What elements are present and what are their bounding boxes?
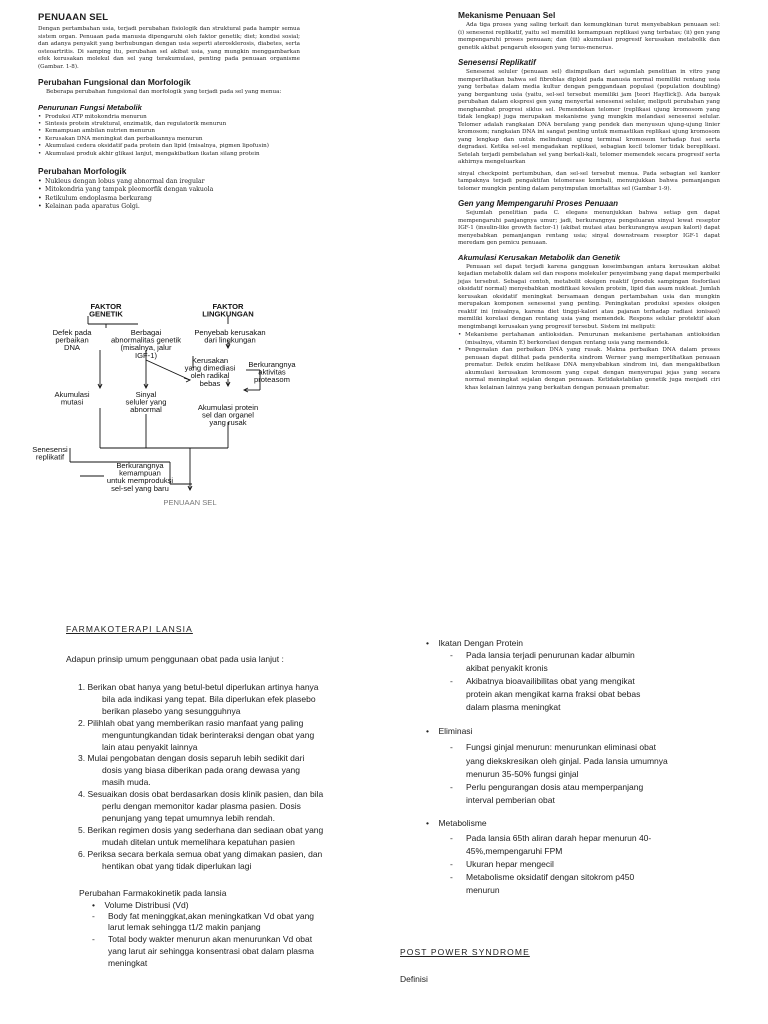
abnormalitas-genetik-label: Berbagai abnormalitas genetik (misalnya, jalur IGF-1) (110, 328, 182, 360)
list-item: • Nukleus dengan lobus yang abnormal dan iregular (38, 178, 300, 186)
mekanisme-text: Ada tiga proses yang saling terkait dan kemungkinan turut menyebabkan penuaan sel: (i) senesensi replikatif, yaitu sel memiliki kemampuan replikasi yang terbatas; (ii) gen yang mempengaruhi proses penuaan; dan (iii) akumulasi progresif kerusakan metabolik dan genetik akibat pengaruh eksogen yang terus-menerus. (458, 22, 720, 51)
book-page-left (38, 12, 300, 211)
list-item: • Akumulasi produk akhir glikasi lanjut, mengakibatkan ikatan silang protein (38, 151, 300, 158)
eliminasi-list (426, 741, 706, 806)
list-item: • Kelainan pada aparatus Golgi. (38, 203, 300, 211)
list-item: 6. Periksa secara berkala semua obat yang dimakan pasien, dan hentikan obat yang tidak diperlukan lagi (78, 848, 323, 871)
list-item: • Pengenalan dan perbaikan DNA yang rusak. Makna perbaikan DNA dalam proses penuaan dapat dilihat pada penderita sindrom Werner yang memperlihatkan penuaan prematur. Defek enzim helikase DNA menyebabkan sindrom ini, dan mengakibatkan akumulasi kerusakan kromosom yang cepat dengan menyerupai jejas yang secara normal meningkat sejalan dengan penuaan. Ketidakstabilan genetik juga menjadi ciri khas kelainan lainnya yang berkaitan dengan penuaan prematur. (458, 347, 720, 392)
fungsional-intro: Beberapa perubahan fungsional dan morfologik yang terjadi pada sel yang menua: (46, 89, 282, 95)
farmakokinetik-heading: Perubahan Farmakokinetik pada lansia (79, 887, 227, 898)
list-item: • Retikulum endoplasma berkurang (38, 195, 300, 203)
list-item: 3. Mulai pengobatan dengan dosis separuh lebih sedikit dari dosis yang biasa diberikan pada orang dewasa yang masih muda. (78, 753, 305, 788)
book-page-right (458, 10, 720, 392)
ikatan-label: • Ikatan Dengan Protein (426, 638, 524, 648)
post-power-heading: POST POWER SYNDROME (400, 947, 530, 957)
senesensi-heading: Senesensi Replikatif (458, 58, 536, 67)
metabolik-list (38, 114, 300, 158)
morfologik-list (38, 178, 300, 211)
faktor-genetik-label: FAKTOR GENETIK (89, 302, 123, 319)
definisi-label: Definisi (400, 974, 428, 984)
list-item: - Metabolisme oksidatif dengan sitokrom p450 menurun (466, 871, 706, 897)
akumulasi-heading: Akumulasi Kerusakan Metabolik dan Genetik (458, 252, 621, 262)
list-item: - Perlu pengurangan dosis atau memperpanjang interval pemberian obat (466, 781, 706, 807)
mekanisme-heading: Mekanisme Penuaan Sel (458, 10, 556, 20)
list-item: • Kerusakan DNA meningkat dan perbaikannya menurun (38, 136, 300, 143)
list-item: - Fungsi ginjal menurun: menurunkan eliminasi obat yang diekskresikan oleh ginjal. Pada lansia umumnya menurun 35-50% fungsi ginjal (466, 741, 706, 780)
ikatan-list (426, 649, 706, 714)
defek-dna-label: Defek pada perbaikan DNA (52, 328, 92, 353)
akumulasi-text: Penuaan sel dapat terjadi karena gangguan keseimbangan antara kerusakan akibat kejadian metabolik dalam sel dan respons molekuler penyeimbang yang dapat memperbaiki jejas tersebut. Sebagai contoh, metabolit oksigen reaktif (produk sampingan fosforilasi oksidatif normal) menyebabkan modifikasi kovalen protein, lipid dan asam nukleat. Jumlah kerusakan oksidatif meningkat bersamaan dengan pertambahan usia dan mungkin merupakan komponen senesensi yang penting. Peningkatan produksi spesies oksigen reaktif ini (misalnya, karena diet tinggi-kalori atau pajanan terhadap radiasi ionisasi) memiliki korelasi dengan rentang usia yang memendek. Respons selular protektif akan mengimbangi kerusakan yang progresif tersebut. Sistem ini meliputi: (458, 263, 720, 330)
farmakoterapi-heading: FARMAKOTERAPI LANSIA (66, 624, 193, 634)
eliminasi-label: • Eliminasi (426, 726, 473, 737)
list-item: 2. Pilihlah obat yang memberikan rasio manfaat yang paling menguntungkandan tidak berinteraksi dengan obat yang lain atau penyakit lainnya (78, 717, 315, 752)
fungsional-heading: Perubahan Fungsional dan Morfologik (38, 77, 191, 87)
vd-list (66, 911, 378, 970)
gen-heading: Gen yang Mempengaruhi Proses Penuaan (458, 199, 619, 208)
list-item: • Sintesis protein struktural, enzimatik, dan regulatorik menurun (38, 121, 300, 128)
list-item: - Pada lansia terjadi penurunan kadar albumin akibat penyakit kronis (466, 649, 706, 675)
list-item: • Kemampuan ambilan nutrien menurun (38, 128, 300, 135)
akumulasi-mutasi-label: Akumulasi mutasi (54, 390, 90, 407)
penuaan-sel-label: PENUAAN SEL (163, 498, 217, 507)
vd-label: • Volume Distribusi (Vd) (92, 899, 189, 910)
doc-page-left (66, 624, 378, 969)
list-item: 4. Sesuaikan dosis obat berdasarkan dosis klinik pasien, dan bila perlu dengan memonitor kadar plasma pasien. Dosis penunjang yang tepat umumnya lebih rendah. (78, 789, 324, 823)
doc-page-right (400, 637, 706, 984)
akumulasi-protein-label: Akumulasi protein sel dan organel yang rusak (197, 403, 259, 428)
penyebab-kerusakan-label: Penyebab kerusakan dari lingkungan (194, 328, 266, 345)
list-item: - Ukuran hepar mengecil (466, 858, 706, 871)
farmakoterapi-intro: Adapun prinsip umum penggunaan obat pada usia lanjut : (66, 654, 284, 664)
morfologik-heading: Perubahan Morfologik (38, 165, 127, 176)
bullet-icon: • (92, 899, 105, 910)
senesensi-text: Senesensi seluler (penuaan sel) disimpulkan dari sejumlah penelitian in vitro yang memperlihatkan bahwa sel fibroblas diploid pada manusia normal memiliki rentang usia yang terbatas dalam media kultur dengan penggandaan populasi (population doubling) yang bergantung usia (yaitu, sel-sel tersebut memiliki jam [teori Hayflick]). Ada banyak perubahan dalam ekspresi gen yang menyertai senesensi seluler, meliputi perubahan yang menghambat progresi siklus sel. Pemendekan telomer (replikasi ujung kromosom yang tidak lengkap) juga merupakan mekanisme yang mungkin melandasi senesensi selular. Telomer adalah rangkaian DNA berulang yang pendek dan menyusun ujung-ujung linier kromosom; rangkaian DNA ini sangat penting untuk memastikan replikasi ujung kromosom yang lengkap dan untuk melindungi ujung terminal kromosom terhadap fusi serta degradasi. Ketika sel-sel mengadakan replikasi, sebagian kecil telomer tidak bereplikasi. Setelah terjadi pembelahan sel yang berkali-kali, telomer memendek secara progresif serta akhirnya mengeluarkan (458, 69, 720, 165)
metabolisme-list (426, 832, 706, 897)
list-item: • Akumulasi cedera oksidatif pada protein dan lipid (misalnya, pigmen lipofusin) (38, 143, 300, 150)
list-item: 5. Berikan regimen dosis yang sederhana dan sediaan obat yang mudah ditelan untuk memelihara kepatuhan pasien (78, 824, 324, 847)
list-item: - Pada lansia 65th aliran darah hepar menurun 40- 45%,mempengaruhi FPM (466, 832, 706, 858)
list-item: • Mekanisme pertahanan antioksidan. Penurunan mekanisme pertahanan antioksidan (misalnya, vitamin E) berkorelasi dengan rentang usia yang memendek. (458, 332, 720, 347)
penuaan-sel-diagram (20, 300, 310, 520)
metabolisme-label: • Metabolisme (426, 817, 487, 828)
radikal-bebas-label: Kerusakan yang dimediasi oleh radikal bebas (184, 356, 236, 388)
senesensi-replikatif-label: Senesensi replikatif (32, 445, 68, 462)
gen-text: Sejumlah penelitian pada C. elegans menunjukkan bahwa setiap gen dapat mempengaruhi panjangnya umur; jadi, berkurangnya pengeluaran sinyal lewat reseptor IGF-1 (insulin-like growth factor-1) (akibat mutasi atau berkurangnya asupan kalori) dapat menyebabkan pemanjangan rentang usia; sinyal downstream reseptor IGF-1 dapat meredam gen pemicu penuaan. (458, 210, 720, 246)
metabolik-heading: Penurunan Fungsi Metabolik (38, 102, 142, 112)
akumulasi-list (458, 332, 720, 392)
list-item: • Mitokondria yang tampak pleomorfik dengan vakuola (38, 186, 300, 194)
list-item: 1. Berikan obat hanya yang betul-betul diperlukan artinya hanya bila ada indikasi yang tepat. Bila diperlukan efek plasebo berikan plasebo yang sesungguhnya (78, 682, 319, 716)
list-item: - Akibatnya bioavailibilitas obat yang mengikat protein akan mengikat karna fraksi obat bebas dalam plasma meningkat (466, 675, 706, 714)
prinsip-list (66, 682, 378, 873)
list-item: - Body fat meninggkat,akan meningkatkan Vd obat yang larut lemak sehingga t1/2 makin panjang (108, 911, 378, 935)
berkurangnya-kemampuan-label: Berkurangnya kemampuan untuk memproduksi sel-sel yang baru (106, 461, 174, 493)
senesensi-text-cont: sinyal checkpoint pertumbuhan, dan sel-sel tersebut menua. Pada sebagian sel kanker tampaknya terjadi pengaktifan telomerase kembali, menunjukkan bahwa pemanjangan telomer mungkin penting dalam penyimpulan imortalitas sel (Gambar 1-9). (458, 170, 720, 192)
faktor-lingkungan-label: FAKTOR LINGKUNGAN (202, 302, 254, 319)
sinyal-abnormal-label: Sinyal seluler yang abnormal (125, 390, 167, 415)
aktivitas-proteasom-label: Berkurangnya aktivitas proteasom (248, 360, 296, 385)
penuaan-sel-intro: Dengan pertambahan usia, terjadi perubahan fisiologik dan struktural pada hampir semua sistem organ. Penuaan pada manusia dipengaruhi oleh faktor genetik; diet; kondisi sosial; dan adanya penyakit yang berhubungan dengan usia seperti aterosklerosis, diabetes, serta osteoartritis. Di samping itu, perubahan sel akibat usia, yang mungkin menggambarkan efek kerusakan molekul dan sel yang terakumulasi, penting pada penuaan organisme (Gambar. 1-8). (38, 26, 300, 70)
list-item: - Total body wakter menurun akan menurunkan Vd obat yang larut air sehingga konsentrasi obat dalam plasma meningkat (108, 934, 378, 969)
list-item: • Produksi ATP mitokondria menurun (38, 114, 300, 121)
penuaan-sel-title: PENUAAN SEL (38, 12, 109, 23)
